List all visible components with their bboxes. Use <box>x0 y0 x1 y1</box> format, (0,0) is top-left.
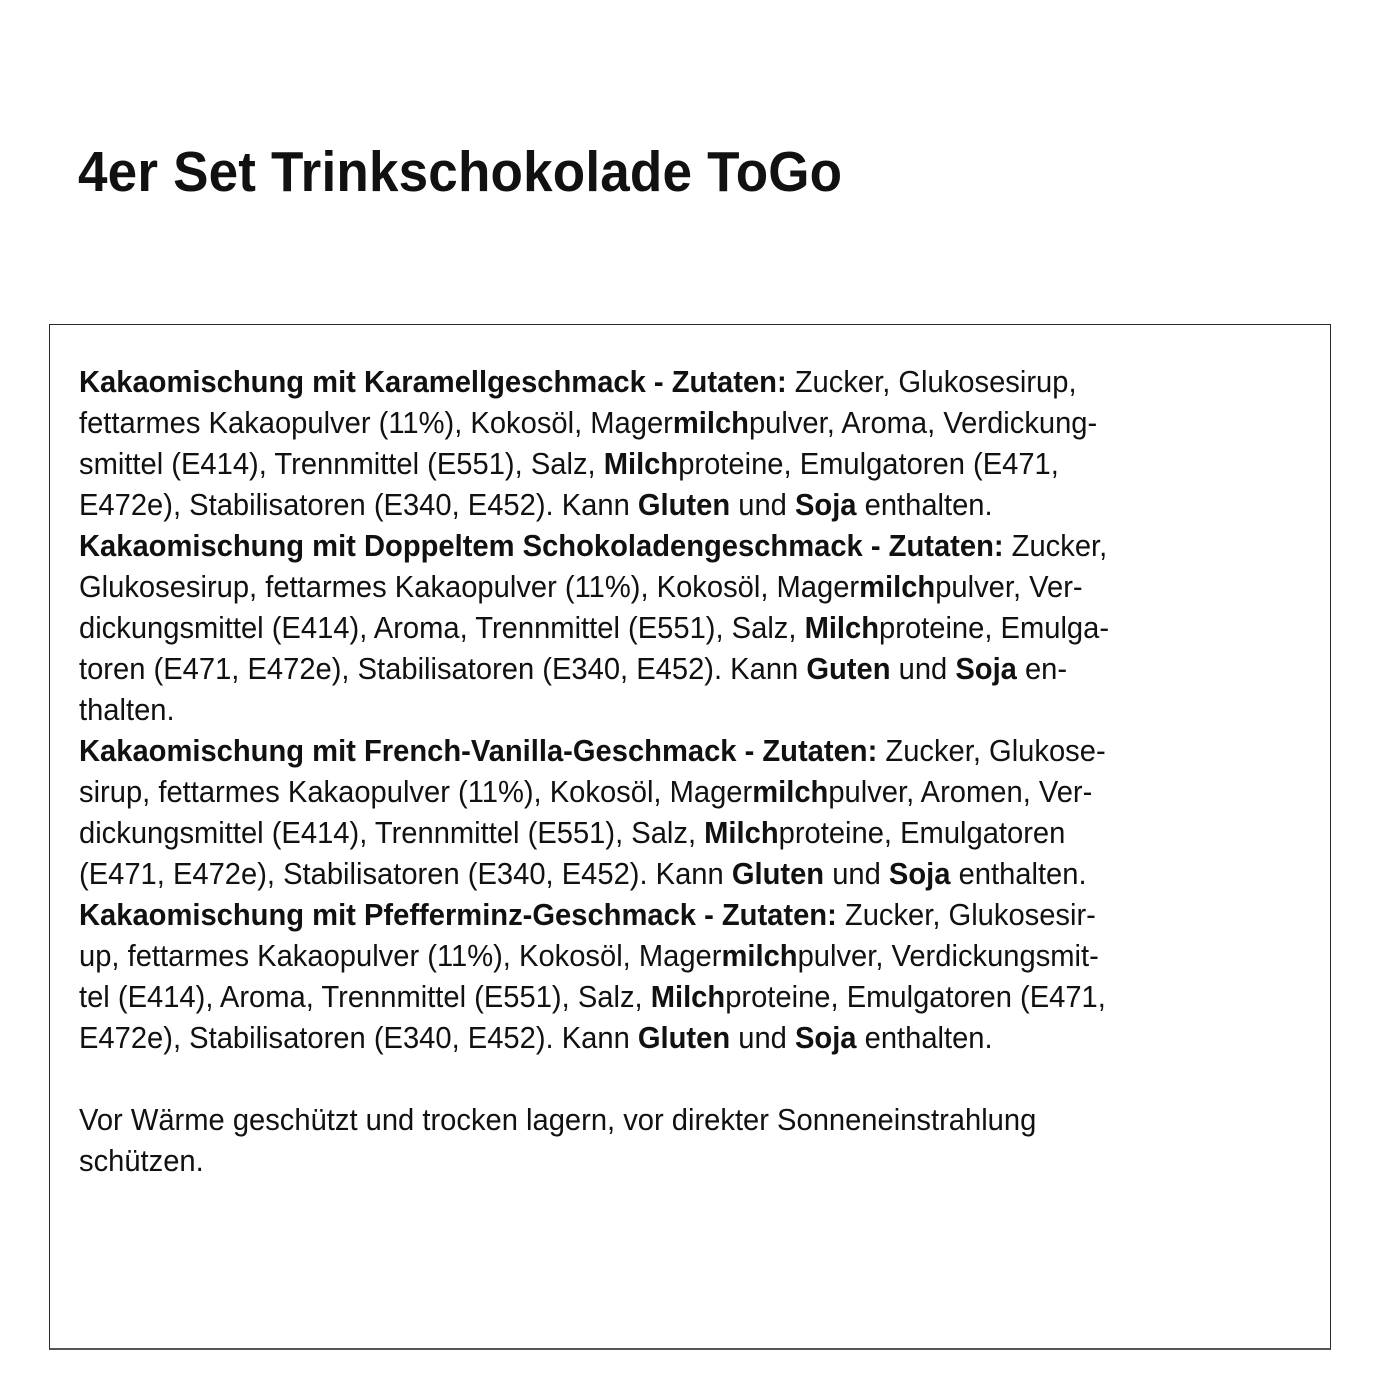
text-line: Kakaomischung mit French-Vanilla-Geschmack - Zutaten: Zucker, Glukose- <box>79 733 1106 768</box>
page-title: 4er Set Trinkschokolade ToGo <box>78 140 843 204</box>
ingredient-section-double-chocolate <box>79 525 1175 730</box>
allergen-text: Soja <box>794 1020 857 1055</box>
text-line: up, fettarmes Kakaopulver (11%), Kokosöl, Magermilchpulver, Verdickungsmit- <box>79 938 1099 973</box>
allergen-text: milch <box>672 405 749 440</box>
text-line: thalten. <box>79 692 175 727</box>
paragraph-spacer <box>79 1058 1175 1099</box>
ingredients-panel <box>49 324 1331 1350</box>
allergen-text: Soja <box>888 856 951 891</box>
ingredient-section-peppermint <box>79 894 1175 1058</box>
section-heading: Kakaomischung mit French-Vanilla-Geschmack - Zutaten: <box>79 733 878 768</box>
allergen-text: Milch <box>804 610 880 645</box>
allergen-text: milch <box>721 938 798 973</box>
text-line: E472e), Stabilisatoren (E340, E452). Kann Gluten und Soja enthalten. <box>79 1020 993 1055</box>
text-line: Vor Wärme geschützt und trocken lagern, vor direkter Sonneneinstrahlung <box>79 1102 1037 1137</box>
allergen-text: Gluten <box>637 1020 731 1055</box>
text-line: sirup, fettarmes Kakaopulver (11%), Kokosöl, Magermilchpulver, Aromen, Ver- <box>79 774 1093 809</box>
ingredients-text <box>79 361 1175 1181</box>
text-line: dickungsmittel (E414), Aroma, Trennmittel (E551), Salz, Milchproteine, Emulga- <box>79 610 1110 645</box>
allergen-text: Soja <box>794 487 857 522</box>
text-line: (E471, E472e), Stabilisatoren (E340, E452). Kann Gluten und Soja enthalten. <box>79 856 1087 891</box>
ingredient-section-caramel <box>79 361 1175 525</box>
allergen-text: Milch <box>704 815 779 850</box>
allergen-text: Guten <box>806 651 891 686</box>
text-line: fettarmes Kakaopulver (11%), Kokosöl, Magermilchpulver, Aroma, Verdickung- <box>79 405 1098 440</box>
allergen-text: Soja <box>955 651 1017 686</box>
allergen-text: Gluten <box>731 856 825 891</box>
allergen-text: Milch <box>650 979 726 1014</box>
text-line: dickungsmittel (E414), Trennmittel (E551), Salz, Milchproteine, Emulgatoren <box>79 815 1066 850</box>
allergen-text: milch <box>752 774 829 809</box>
text-line: Kakaomischung mit Karamellgeschmack - Zutaten: Zucker, Glukosesirup, <box>79 364 1077 399</box>
text-line: Kakaomischung mit Pfefferminz-Geschmack - Zutaten: Zucker, Glukosesir- <box>79 897 1096 932</box>
section-heading: Kakaomischung mit Karamellgeschmack - Zutaten: <box>79 364 787 399</box>
section-heading: Kakaomischung mit Pfefferminz-Geschmack - Zutaten: <box>79 897 837 932</box>
text-line: schützen. <box>79 1143 204 1178</box>
text-line: toren (E471, E472e), Stabilisatoren (E340, E452). Kann Guten und Soja en- <box>79 651 1068 686</box>
allergen-text: Milch <box>603 446 679 481</box>
section-heading: Kakaomischung mit Doppeltem Schokoladengeschmack - Zutaten: <box>79 528 1004 563</box>
text-line: Glukosesirup, fettarmes Kakaopulver (11%), Kokosöl, Magermilchpulver, Ver- <box>79 569 1083 604</box>
text-line: Kakaomischung mit Doppeltem Schokoladengeschmack - Zutaten: Zucker, <box>79 528 1108 563</box>
allergen-text: Gluten <box>637 487 731 522</box>
text-line: smittel (E414), Trennmittel (E551), Salz, Milchproteine, Emulgatoren (E471, <box>79 446 1059 481</box>
text-line: tel (E414), Aroma, Trennmittel (E551), Salz, Milchproteine, Emulgatoren (E471, <box>79 979 1106 1014</box>
storage-note <box>79 1099 1175 1181</box>
text-line: E472e), Stabilisatoren (E340, E452). Kann Gluten und Soja enthalten. <box>79 487 993 522</box>
allergen-text: milch <box>859 569 936 604</box>
ingredient-section-french-vanilla <box>79 730 1175 894</box>
